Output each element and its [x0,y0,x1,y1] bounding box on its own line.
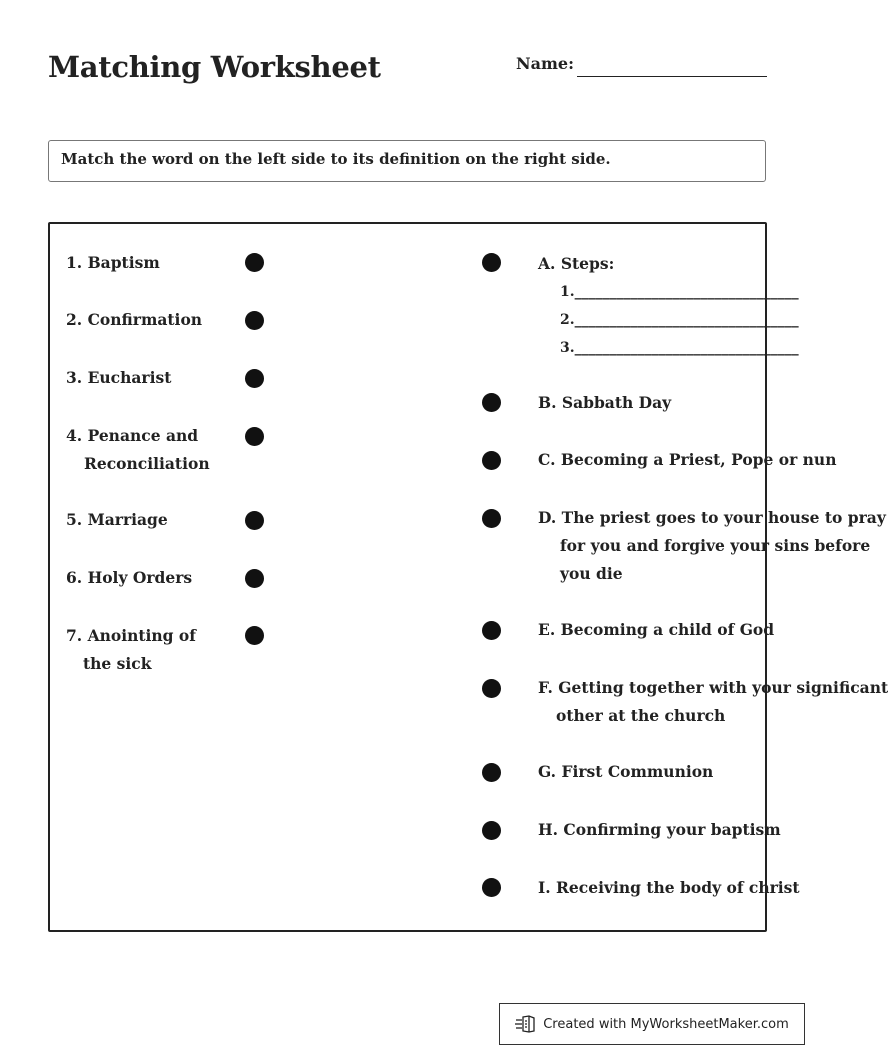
right-item-i-match-dot[interactable] [482,878,501,897]
left-item-1 [66,249,160,277]
right-item-d-line-1: D. The priest goes to your house to pray [538,508,886,527]
right-item-g [538,758,713,786]
right-item-d-line-2: for you and forgive your sins before [560,536,871,555]
right-item-a-step-2: 2.________________________________ [560,312,799,328]
right-item-a-line-1: A. Steps: [538,254,615,273]
right-item-h [538,816,781,844]
right-item-c-match-dot[interactable] [482,451,501,470]
right-item-e-match-dot[interactable] [482,621,501,640]
right-item-h-match-dot[interactable] [482,821,501,840]
right-item-a-step-3: 3.________________________________ [560,340,799,356]
right-item-d [538,504,886,588]
right-item-c-line-1: C. Becoming a Priest, Pope or nun [538,450,837,469]
right-item-e-line-1: E. Becoming a child of God [538,620,775,639]
right-item-e [538,616,774,644]
footer-badge[interactable] [499,1003,805,1045]
right-item-c [538,446,836,474]
right-item-a [538,250,614,278]
left-item-4-line-1: 4. Penance and [66,426,199,445]
left-item-7-line-1: 7. Anointing of [66,626,196,645]
left-item-1-match-dot[interactable] [245,253,264,272]
left-item-2-line-1: 2. Confirmation [66,310,203,329]
worksheet-title: Matching Worksheet [48,50,381,84]
right-item-b [538,389,671,417]
left-item-5-line-1: 5. Marriage [66,510,168,529]
left-item-3 [66,364,171,392]
left-item-2-match-dot[interactable] [245,311,264,330]
right-item-a-match-dot[interactable] [482,253,501,272]
instructions-box: Match the word on the left side to its definition on the right side. [48,140,766,182]
right-item-g-match-dot[interactable] [482,763,501,782]
right-item-f-line-1: F. Getting together with your significant [538,678,888,697]
left-item-3-line-1: 3. Eucharist [66,368,172,387]
left-item-4 [66,422,210,478]
right-item-f-match-dot[interactable] [482,679,501,698]
left-item-2 [66,306,202,334]
left-item-7-match-dot[interactable] [245,626,264,645]
left-item-7 [66,622,196,678]
right-item-i-line-1: I. Receiving the body of christ [538,878,800,897]
right-item-h-line-1: H. Confirming your baptism [538,820,781,839]
worksheet-maker-logo-icon [515,1014,537,1034]
left-item-7-line-2: the sick [83,654,152,673]
right-item-i [538,874,800,902]
left-item-1-line-1: 1. Baptism [66,253,160,272]
right-item-f-line-2: other at the church [556,706,726,725]
left-item-4-line-2: Reconciliation [84,454,210,473]
right-item-d-match-dot[interactable] [482,509,501,528]
left-item-6-line-1: 6. Holy Orders [66,568,193,587]
left-item-4-match-dot[interactable] [245,427,264,446]
right-item-g-line-1: G. First Communion [538,762,714,781]
left-item-5 [66,506,168,534]
footer-text: Created with MyWorksheetMaker.com [543,1016,789,1032]
name-field-line[interactable] [577,76,767,77]
left-item-5-match-dot[interactable] [245,511,264,530]
left-item-6 [66,564,192,592]
left-item-6-match-dot[interactable] [245,569,264,588]
right-item-b-match-dot[interactable] [482,393,501,412]
left-item-3-match-dot[interactable] [245,369,264,388]
name-label: Name: [516,54,575,73]
right-item-b-line-1: B. Sabbath Day [538,393,672,412]
right-item-f [538,674,888,730]
right-item-d-line-3: you die [560,564,623,583]
right-item-a-step-1: 1.________________________________ [560,284,799,300]
